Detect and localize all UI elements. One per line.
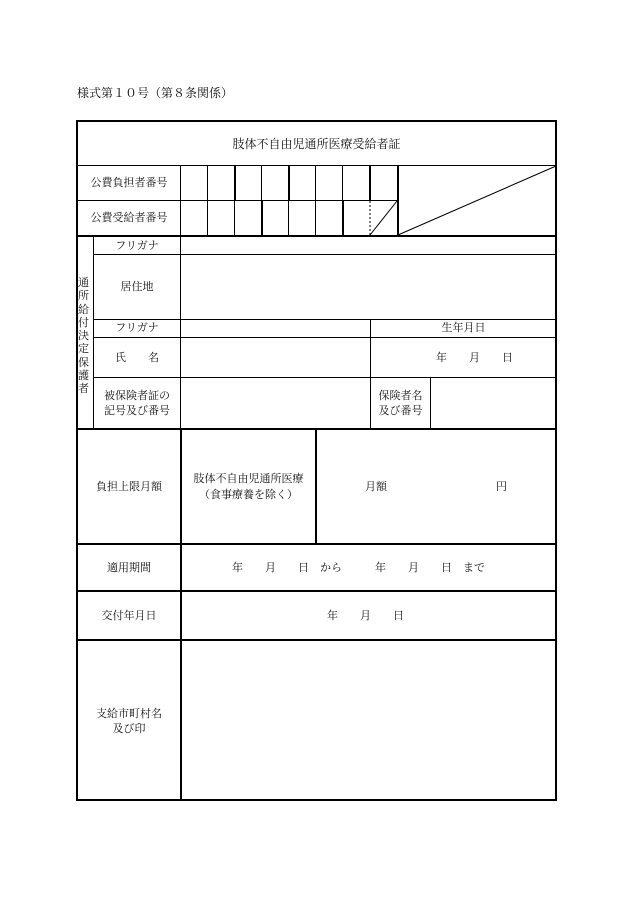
municipality-label-line1: 支給市町村名 <box>96 707 162 720</box>
public-burden-number-label: 公費負担者番号 <box>90 176 168 189</box>
municipality-label-line2: 及び印 <box>112 722 146 735</box>
birthdate-value: 年 月 日 <box>436 351 513 364</box>
applicable-period-value: 年 月 日 から 年 月 日 まで <box>232 561 485 574</box>
furigana-label-name: フリガナ <box>115 321 159 334</box>
birthdate-label: 生年月日 <box>441 321 486 334</box>
monthly-amount-label: 月額 <box>365 480 387 493</box>
guardian-group-label: 通所給付決定保護者 <box>78 276 89 396</box>
issue-date-value: 年 月 日 <box>327 609 404 622</box>
insured-card-label-line1: 被保険者証の <box>104 389 170 402</box>
insured-card-label-line2: 記号及び番号 <box>104 404 170 417</box>
furigana-label-address: フリガナ <box>115 239 159 252</box>
issue-date-label: 交付年月日 <box>101 609 157 622</box>
public-recipient-number-label: 公費受給者番号 <box>90 211 168 224</box>
address-label: 居住地 <box>120 280 154 293</box>
burden-limit-label: 負担上限月額 <box>96 480 162 493</box>
yen-label: 円 <box>496 480 507 493</box>
limit-scope-line2: （食事療養を除く） <box>199 488 298 501</box>
insurer-name-label-line2: 及び番号 <box>378 404 423 417</box>
insurer-name-label-line1: 保険者名 <box>378 389 423 402</box>
name-label: 氏 名 <box>115 351 159 364</box>
applicable-period-label: 適用期間 <box>107 561 151 574</box>
limit-scope-line1: 肢体不自由児通所医療 <box>193 472 304 485</box>
form-number: 様式第１０号（第８条関係） <box>77 86 234 100</box>
certificate-title: 肢体不自由児通所医療受給者証 <box>232 137 401 151</box>
